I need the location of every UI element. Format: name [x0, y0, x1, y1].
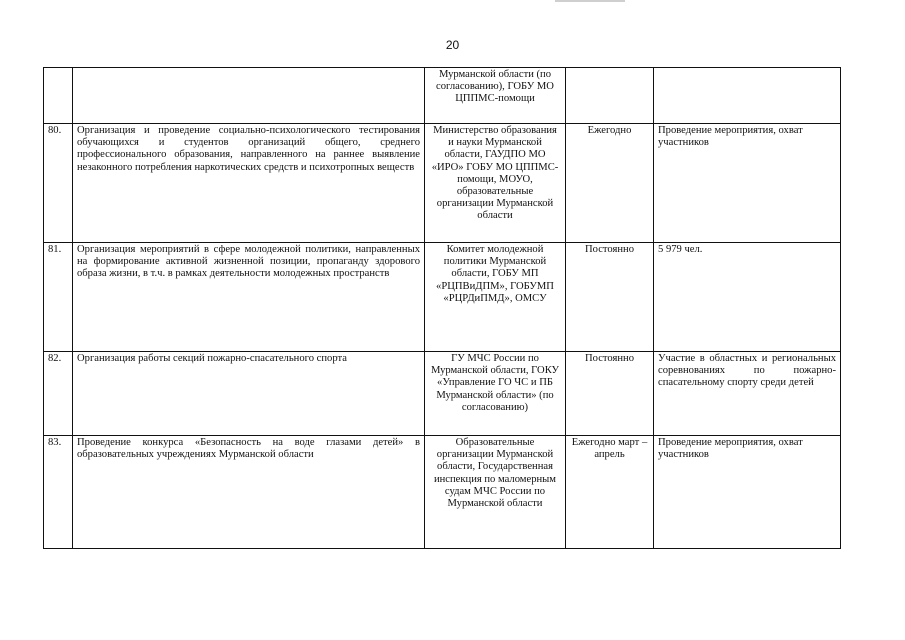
table-row — [44, 243, 841, 352]
table-row — [44, 68, 841, 124]
row-term: Постоянно — [566, 243, 654, 352]
row-executor: ГУ МЧС России по Мурманской области, ГОКУ «Управление ГО ЧС и ПБ Мурманской области» (по согласованию) — [425, 352, 566, 436]
page-number: 20 — [445, 38, 460, 52]
row-result — [654, 68, 841, 124]
row-term: Ежегодно март – апрель — [566, 436, 654, 549]
row-description: Организация и проведение социально-психологического тестирования обучающихся и студентов организаций общего, среднего профессионального образования, направленного на раннее выявление незаконного потребления наркотических средств и психотропных веществ — [73, 124, 425, 243]
table-row — [44, 124, 841, 243]
row-term: Постоянно — [566, 352, 654, 436]
row-description: Организация работы секций пожарно-спасательного спорта — [73, 352, 425, 436]
row-result: 5 979 чел. — [654, 243, 841, 352]
row-result: Участие в областных и региональных соревнованиях по пожарно-спасательному спорту среди детей — [654, 352, 841, 436]
row-description — [73, 68, 425, 124]
row-number: 82. — [44, 352, 73, 436]
scan-mark — [555, 0, 625, 2]
table-row — [44, 352, 841, 436]
row-result: Проведение мероприятия, охват участников — [654, 436, 841, 549]
row-description: Проведение конкурса «Безопасность на воде глазами детей» в образовательных учреждениях Мурманской области — [73, 436, 425, 549]
row-executor: Образовательные организации Мурманской области, Государственная инспекция по маломерным судам МЧС России по Мурманской области — [425, 436, 566, 549]
row-executor: Министерство образования и науки Мурманской области, ГАУДПО МО «ИРО» ГОБУ МО ЦППМС-помощи, МОУО, образовательные организации Мурманской области — [425, 124, 566, 243]
table-row — [44, 436, 841, 549]
row-number: 80. — [44, 124, 73, 243]
row-term — [566, 68, 654, 124]
row-number: 81. — [44, 243, 73, 352]
row-number: 83. — [44, 436, 73, 549]
row-number — [44, 68, 73, 124]
row-description: Организация мероприятий в сфере молодежной политики, направленных на формирование активной жизненной позиции, пропаганду здорового образа жизни, в т.ч. в рамках деятельности молодежных пространств — [73, 243, 425, 352]
row-executor: Мурманской области (по согласованию), ГОБУ МО ЦППМС-помощи — [425, 68, 566, 124]
row-result: Проведение мероприятия, охват участников — [654, 124, 841, 243]
row-executor: Комитет молодежной политики Мурманской области, ГОБУ МП «РЦПВиДПМ», ГОБУМП «РЦРДиПМД», ОМСУ — [425, 243, 566, 352]
measures-table — [43, 67, 841, 549]
row-term: Ежегодно — [566, 124, 654, 243]
